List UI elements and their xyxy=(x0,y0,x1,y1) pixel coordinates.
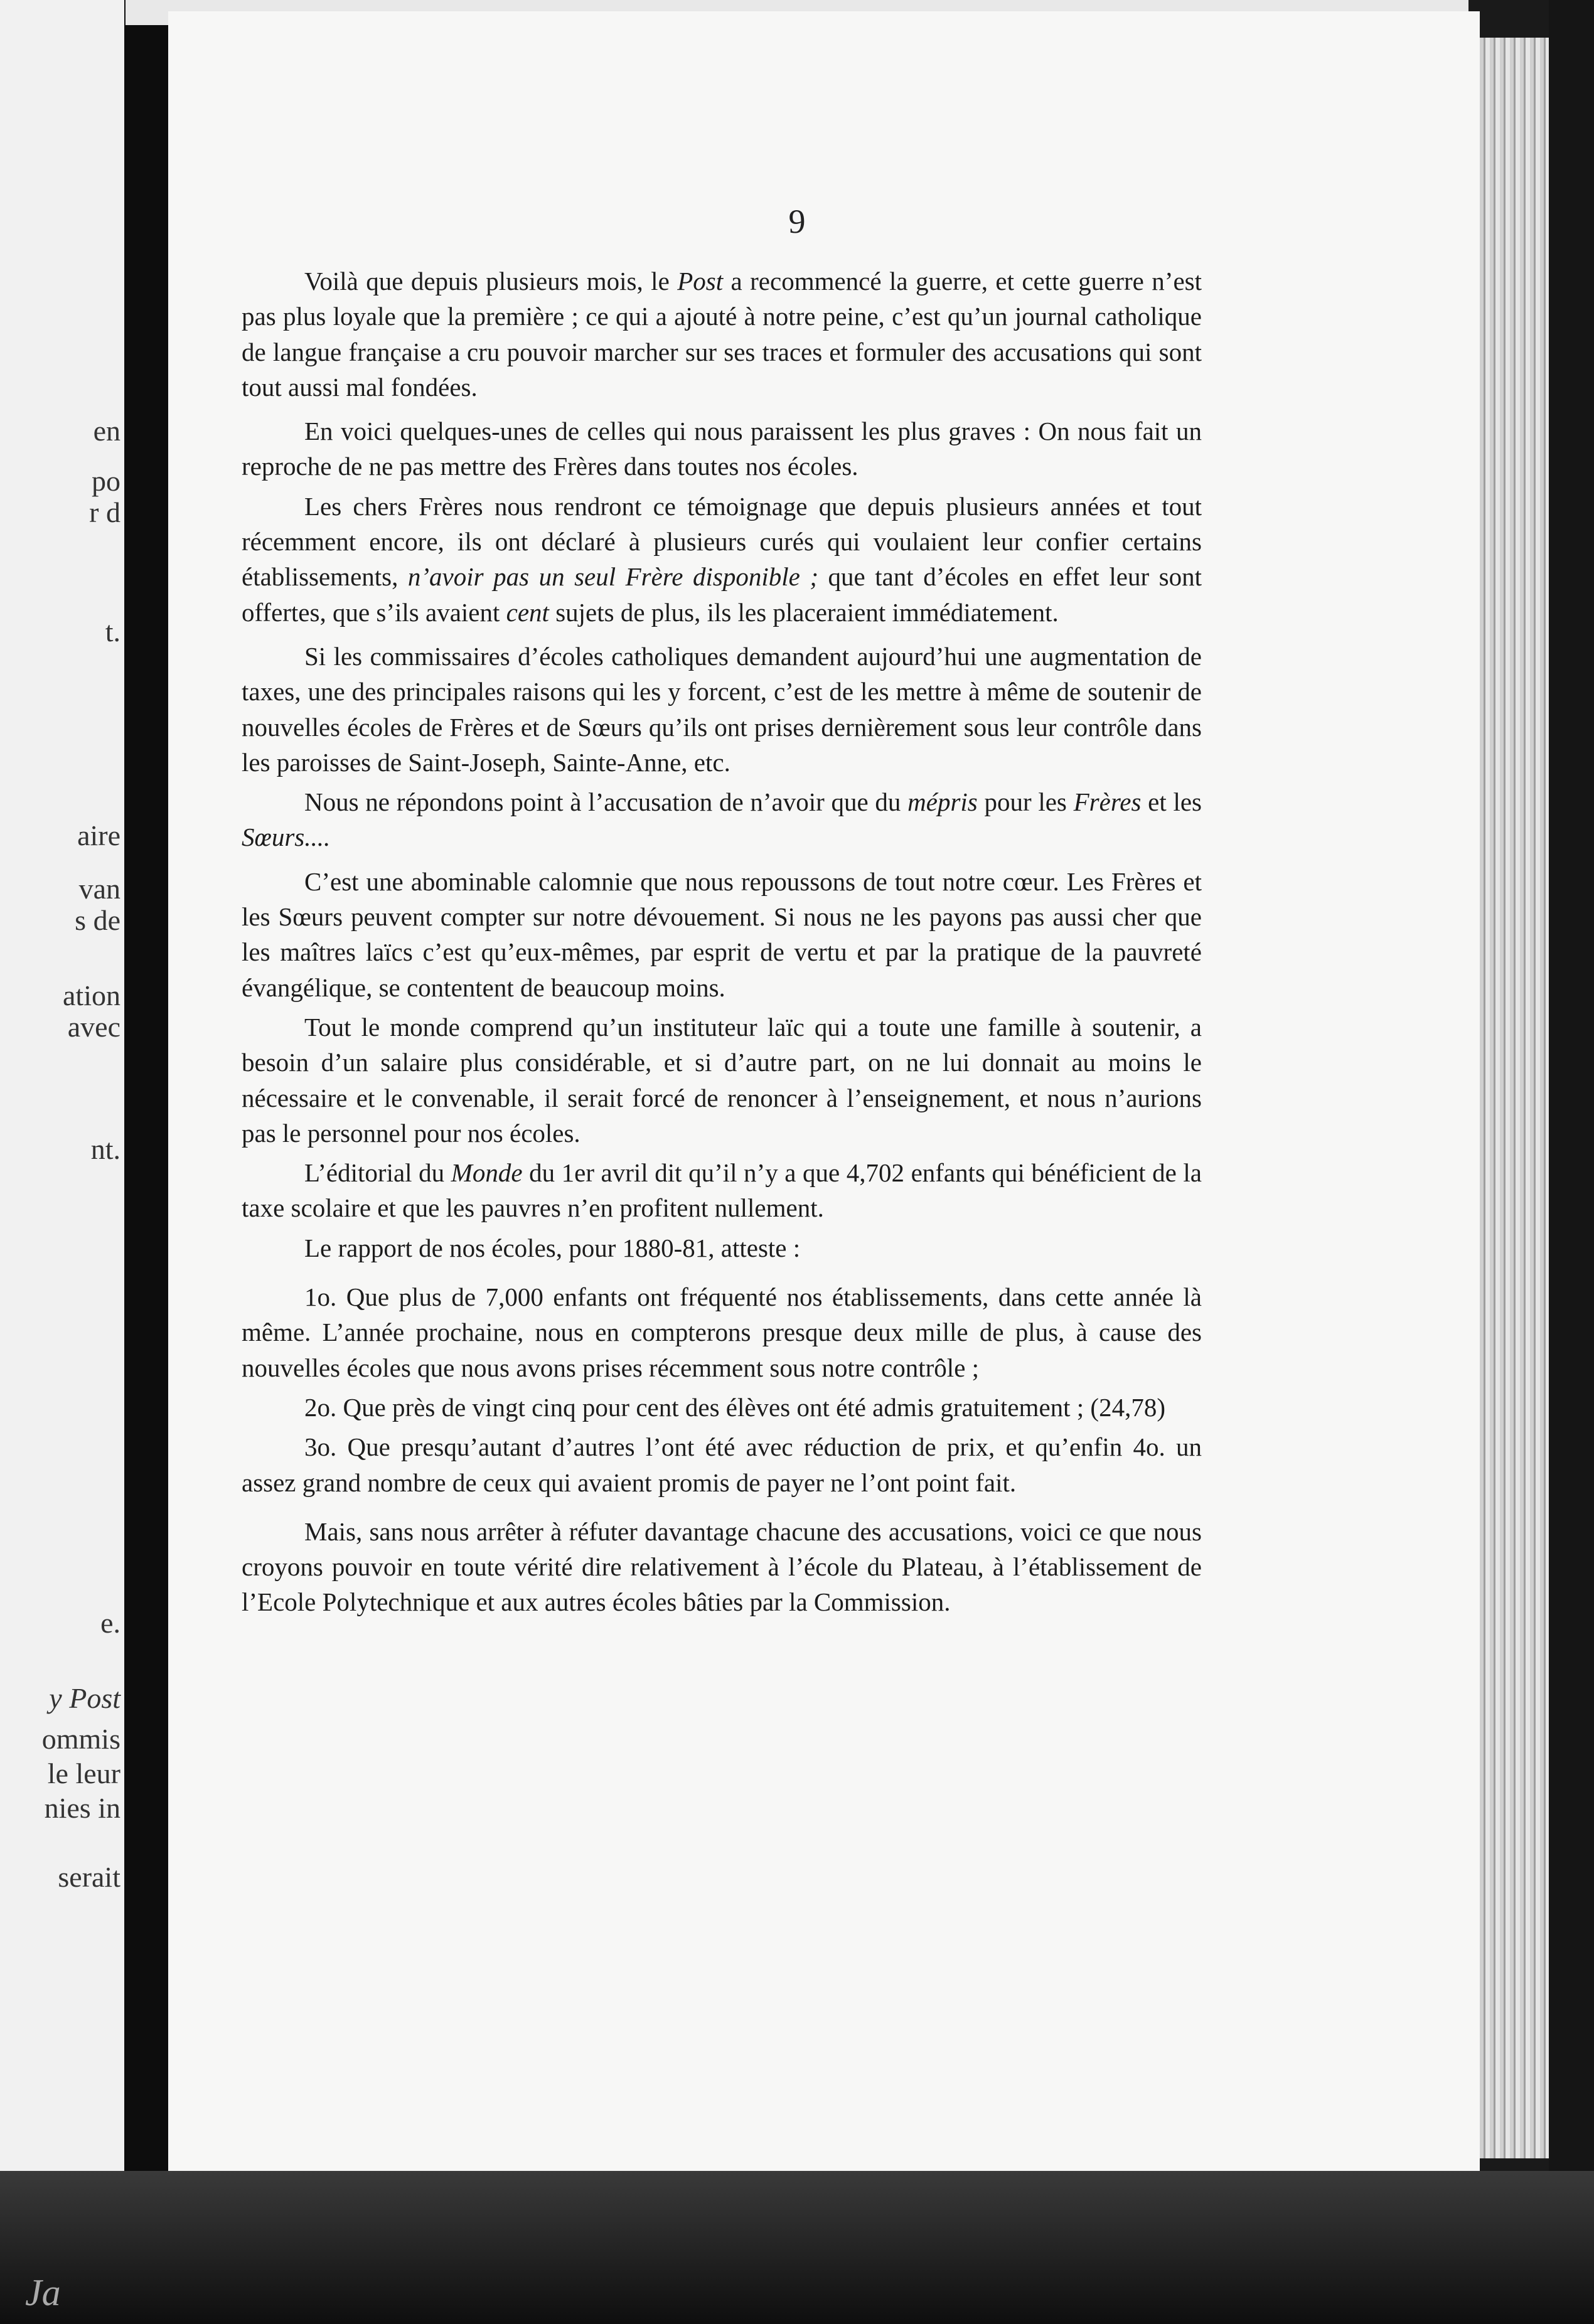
text-run: et les xyxy=(1141,787,1202,817)
facing-page-fragment: nies in xyxy=(44,1792,120,1824)
scan-bottom-border xyxy=(0,2171,1594,2324)
facing-page-fragment: y Post xyxy=(49,1682,120,1714)
facing-page-fragment: ommis xyxy=(41,1723,120,1755)
facing-page-fragment: van xyxy=(78,873,120,905)
text-run: pour les xyxy=(977,787,1074,817)
facing-page xyxy=(0,0,126,2171)
paragraph xyxy=(242,1514,1202,1620)
facing-page-fragment: po xyxy=(92,465,120,497)
facing-page-text-fragments xyxy=(0,0,126,2171)
paragraph xyxy=(242,1010,1202,1151)
italic-run: Post xyxy=(677,267,724,296)
page-number: 9 xyxy=(788,203,806,240)
text-run: que tant d’écoles en effet leur sont offertes, que s’ils avaient xyxy=(242,562,1202,627)
text-run: a recommencé la guerre, et cette guerre n’est pas plus loyale que la première ; ce qui a ajouté à notre peine, c’est qu’un journal catholique de langue française a cru pouvoir marcher sur ses traces et formuler des accusations qui sont tout aussi mal fondées. xyxy=(242,267,1202,402)
facing-page-fragment: aire xyxy=(77,819,120,851)
paragraph xyxy=(242,784,1202,855)
paragraph xyxy=(242,1230,1202,1266)
text-run: Mais, sans nous arrêter à réfuter davantage chacune des accusations, voici ce que nous croyons pouvoir en toute vérité dire relativement à l’école du Plateau, à l’établissement de l’Ecole Polytechnique et aux autres écoles bâties par la Commission. xyxy=(242,1516,1202,1617)
text-run: sujets de plus, ils les placeraient immédiatement. xyxy=(548,597,1059,627)
text-run: C’est une abominable calomnie que nous repoussons de tout notre cœur. Les Frères et les Sœurs peuvent compter sur notre dévouement. Si nous ne les payons pas aussi cher que les maîtres laïcs c’est qu’eux-mêmes, par esprit de vertu et par la pratique de la pauvreté évangélique, se contentent de beaucoup moins. xyxy=(242,866,1202,1002)
facing-page-fragment: en xyxy=(93,415,120,447)
paragraph xyxy=(242,1429,1202,1500)
italic-run: Sœurs.... xyxy=(242,823,331,852)
body-text xyxy=(242,264,1202,1620)
italic-run: n’avoir pas un seul Frère disponible ; xyxy=(407,562,818,592)
facing-page-fragment: e. xyxy=(100,1607,120,1639)
paragraph xyxy=(242,864,1202,1005)
facing-page-fragment: le leur xyxy=(47,1757,120,1789)
text-run: Nous ne répondons point à l’accusation de n’avoir que du xyxy=(304,787,908,817)
text-run: L’éditorial du xyxy=(304,1158,451,1188)
scan-right-border xyxy=(1549,0,1594,2324)
paragraph xyxy=(242,1155,1202,1226)
italic-run: Frères xyxy=(1073,787,1142,817)
paragraph xyxy=(242,1279,1202,1385)
page-stack-edge xyxy=(1480,38,1549,2158)
text-run: Voilà que depuis plusieurs mois, le xyxy=(304,267,678,296)
text-run: Si les commissaires d’écoles catholiques demandent aujourd’hui une augmentation de taxes, une des principales raisons qui les y forcent, c’est de les mettre à même de soutenir de nouvelles écoles de Frères et de Sœurs qu’ils ont prises dernièrement sous leur contrôle dans les paroisses de Saint-Joseph, Sainte-Anne, etc. xyxy=(242,641,1202,777)
text-run: 3o. Que presqu’autant d’autres l’ont été avec réduction de prix, et qu’enfin 4o. un assez grand nombre de ceux qui avaient promis de payer ne l’ont point fait. xyxy=(242,1432,1202,1497)
facing-page-fragment: ation xyxy=(63,979,120,1011)
facing-page-fragment: t. xyxy=(105,616,120,648)
italic-run: mépris xyxy=(907,787,978,817)
paragraph xyxy=(242,1390,1202,1425)
paragraph xyxy=(242,489,1202,630)
facing-page-fragment: avec xyxy=(67,1011,120,1043)
facing-page-fragment: s de xyxy=(75,904,120,936)
paragraph xyxy=(242,639,1202,780)
italic-run: cent xyxy=(506,597,549,627)
italic-run: Monde xyxy=(451,1158,523,1188)
paragraph xyxy=(242,264,1202,405)
text-run: 2o. Que près de vingt cinq pour cent des élèves ont été admis gratuitement ; (24,78) xyxy=(304,1392,1165,1422)
facing-page-fragment: nt. xyxy=(90,1133,120,1165)
facing-page-fragment: r d xyxy=(89,496,120,528)
text-run: Les chers Frères nous rendront ce témoignage que depuis plusieurs années et tout récemment encore, ils ont déclaré à plusieurs curés qui voulaient leur confier certains établissements, xyxy=(242,491,1202,592)
bottom-fragment: Ja xyxy=(25,2272,61,2313)
paragraph xyxy=(242,413,1202,484)
book-gutter xyxy=(124,0,168,2171)
text-run: du 1er avril dit qu’il n’y a que 4,702 enfants qui bénéficient de la taxe scolaire et que les pauvres n’en profitent nullement. xyxy=(242,1158,1202,1223)
text-run: 1o. Que plus de 7,000 enfants ont fréquenté nos établissements, dans cette année là même. L’année prochaine, nous en compterons presque deux mille de plus, à cause des nouvelles écoles que nous avons prises récemment sous notre contrôle ; xyxy=(242,1282,1202,1382)
text-run: Tout le monde comprend qu’un instituteur laïc qui a toute une famille à soutenir, a besoin d’un salaire plus considérable, et si d’autre part, on ne lui donnait au moins le nécessaire et le convenable, il serait forcé de renoncer à l’enseignement, et nous n’aurions pas le personnel pour nos écoles. xyxy=(242,1012,1202,1148)
text-run: Le rapport de nos écoles, pour 1880-81, atteste : xyxy=(304,1233,801,1262)
facing-page-fragment: serait xyxy=(58,1861,120,1893)
text-run: En voici quelques-unes de celles qui nous paraissent les plus graves : On nous fait un reproche de ne pas mettre des Frères dans toutes nos écoles. xyxy=(242,417,1202,481)
